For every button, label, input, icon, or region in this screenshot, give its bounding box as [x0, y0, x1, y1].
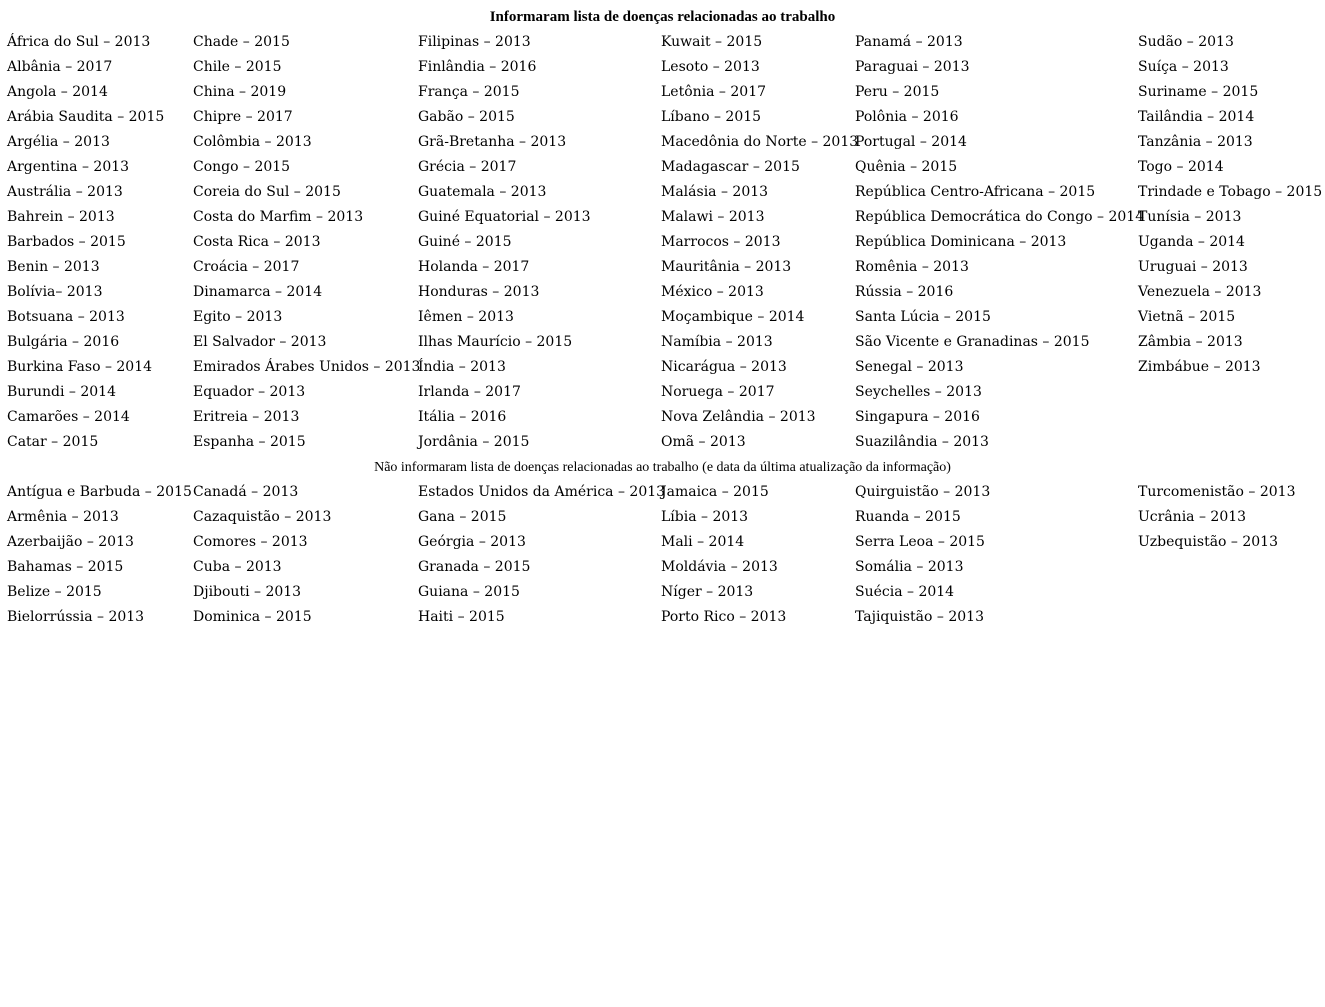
country-entry: Ucrânia – 2013: [1138, 509, 1247, 525]
country-entry: Porto Rico – 2013: [661, 609, 787, 625]
country-entry: Estados Unidos da América – 2013: [418, 484, 666, 500]
country-entry: Madagascar – 2015: [661, 159, 800, 175]
country-entry: Croácia – 2017: [193, 259, 300, 275]
country-entry: Grã-Bretanha – 2013: [418, 134, 567, 150]
country-entry: Ilhas Maurício – 2015: [418, 334, 573, 350]
country-entry: Singapura – 2016: [855, 409, 980, 425]
country-entry: Marrocos – 2013: [661, 234, 781, 250]
country-entry: Equador – 2013: [193, 384, 306, 400]
country-entry: Kuwait – 2015: [661, 34, 763, 50]
country-entry: Albânia – 2017: [7, 59, 113, 75]
table-row: [7, 330, 1318, 355]
table-row: [7, 55, 1318, 80]
country-entry: México – 2013: [661, 284, 764, 300]
country-entry: Antígua e Barbuda – 2015: [7, 484, 192, 500]
country-entry: França – 2015: [418, 84, 520, 100]
country-entry: Zimbábue – 2013: [1138, 359, 1261, 375]
country-entry: Panamá – 2013: [855, 34, 963, 50]
country-entry: Cuba – 2013: [193, 559, 282, 575]
table-row: [7, 555, 1318, 580]
country-entry: Malawi – 2013: [661, 209, 765, 225]
country-entry: Chade – 2015: [193, 34, 290, 50]
country-entry: Djibouti – 2013: [193, 584, 302, 600]
country-entry: Armênia – 2013: [7, 509, 119, 525]
country-entry: Tailândia – 2014: [1138, 109, 1255, 125]
country-entry: Noruega – 2017: [661, 384, 775, 400]
country-entry: Romênia – 2013: [855, 259, 969, 275]
country-entry: Benin – 2013: [7, 259, 100, 275]
country-entry: Costa do Marfim – 2013: [193, 209, 364, 225]
country-entry: Venezuela – 2013: [1138, 284, 1262, 300]
country-entry: Granada – 2015: [418, 559, 531, 575]
country-entry: Zâmbia – 2013: [1138, 334, 1243, 350]
country-entry: Austrália – 2013: [7, 184, 123, 200]
table-row: [7, 305, 1318, 330]
country-entry: Guiana – 2015: [418, 584, 520, 600]
country-entry: Tajiquistão – 2013: [855, 609, 984, 625]
country-entry: Guiné – 2015: [418, 234, 512, 250]
table-row: [7, 230, 1318, 255]
country-entry: Suécia – 2014: [855, 584, 955, 600]
country-entry: China – 2019: [193, 84, 287, 100]
country-entry: [1138, 405, 1318, 430]
country-entry: Rússia – 2016: [855, 284, 954, 300]
country-entry: Mauritânia – 2013: [661, 259, 792, 275]
country-entry: Costa Rica – 2013: [193, 234, 321, 250]
country-entry: África do Sul – 2013: [7, 34, 151, 50]
table-row: [7, 255, 1318, 280]
country-entry: Eritreia – 2013: [193, 409, 300, 425]
country-entry: Chile – 2015: [193, 59, 282, 75]
table-row: [7, 30, 1318, 55]
country-entry: Somália – 2013: [855, 559, 964, 575]
country-entry: Burundi – 2014: [7, 384, 116, 400]
country-entry: Nova Zelândia – 2013: [661, 409, 816, 425]
country-entry: Guiné Equatorial – 2013: [418, 209, 591, 225]
country-entry: Cazaquistão – 2013: [193, 509, 332, 525]
country-entry: Angola – 2014: [7, 84, 108, 100]
country-entry: Jamaica – 2015: [661, 484, 769, 500]
country-entry: Suriname – 2015: [1138, 84, 1259, 100]
country-entry: Itália – 2016: [418, 409, 507, 425]
country-entry: Líbia – 2013: [661, 509, 749, 525]
country-entry: [1138, 605, 1318, 630]
country-entry: Argentina – 2013: [7, 159, 130, 175]
table-row: [7, 130, 1318, 155]
country-entry: Chipre – 2017: [193, 109, 293, 125]
country-entry: Lesoto – 2013: [661, 59, 760, 75]
country-entry: Grécia – 2017: [418, 159, 517, 175]
country-entry: El Salvador – 2013: [193, 334, 327, 350]
country-entry: Bielorrússia – 2013: [7, 609, 145, 625]
country-entry: Bulgária – 2016: [7, 334, 120, 350]
country-entry: Índia – 2013: [418, 359, 506, 375]
country-entry: Senegal – 2013: [855, 359, 964, 375]
country-entry: República Dominicana – 2013: [855, 234, 1067, 250]
country-entry: Namíbia – 2013: [661, 334, 773, 350]
country-entry: Belize – 2015: [7, 584, 102, 600]
table-row: [7, 530, 1318, 555]
country-entry: Serra Leoa – 2015: [855, 534, 985, 550]
country-entry: Botsuana – 2013: [7, 309, 125, 325]
country-entry: Jordânia – 2015: [418, 434, 530, 450]
country-entry: Coreia do Sul – 2015: [193, 184, 341, 200]
country-entry: Omã – 2013: [661, 434, 746, 450]
country-entry: Bolívia– 2013: [7, 284, 103, 300]
table-row: [7, 580, 1318, 605]
country-entry: Burkina Faso – 2014: [7, 359, 153, 375]
table-row: [7, 405, 1318, 430]
country-entry: Bahrein – 2013: [7, 209, 115, 225]
country-entry: Azerbaijão – 2013: [7, 534, 134, 550]
country-entry: Tunísia – 2013: [1138, 209, 1242, 225]
country-entry: Camarões – 2014: [7, 409, 130, 425]
table-row: [7, 505, 1318, 530]
country-entry: Geórgia – 2013: [418, 534, 526, 550]
country-entry: Letônia – 2017: [661, 84, 767, 100]
country-entry: Uruguai – 2013: [1138, 259, 1248, 275]
table-row: [7, 155, 1318, 180]
country-entry: Vietnã – 2015: [1138, 309, 1236, 325]
country-entry: Finlândia – 2016: [418, 59, 537, 75]
country-entry: Arábia Saudita – 2015: [7, 109, 165, 125]
table-row: [7, 205, 1318, 230]
country-entry: Ruanda – 2015: [855, 509, 961, 525]
country-entry: Congo – 2015: [193, 159, 291, 175]
section1-title: Informaram lista de doenças relacionadas ao trabalho: [489, 9, 836, 25]
country-entry: Líbano – 2015: [661, 109, 762, 125]
country-entry: Dominica – 2015: [193, 609, 312, 625]
country-entry: Dinamarca – 2014: [193, 284, 323, 300]
country-entry: Suíça – 2013: [1138, 59, 1229, 75]
country-entry: Quênia – 2015: [855, 159, 958, 175]
country-entry: Turcomenistão – 2013: [1138, 484, 1296, 500]
country-entry: Filipinas – 2013: [418, 34, 531, 50]
country-entry: Egito – 2013: [193, 309, 283, 325]
country-entry: Argélia – 2013: [7, 134, 110, 150]
section1-table: [7, 30, 1323, 455]
country-entry: [1138, 580, 1318, 605]
country-entry: Malásia – 2013: [661, 184, 769, 200]
country-entry: Seychelles – 2013: [855, 384, 982, 400]
country-entry: Honduras – 2013: [418, 284, 540, 300]
country-entry: Nicarágua – 2013: [661, 359, 787, 375]
country-entry: Peru – 2015: [855, 84, 940, 100]
country-entry: Guatemala – 2013: [418, 184, 547, 200]
country-entry: Mali – 2014: [661, 534, 745, 550]
table-row: [7, 355, 1318, 380]
country-entry: Irlanda – 2017: [418, 384, 521, 400]
country-entry: Gabão – 2015: [418, 109, 515, 125]
country-entry: Canadá – 2013: [193, 484, 299, 500]
country-entry: Santa Lúcia – 2015: [855, 309, 991, 325]
country-entry: Bahamas – 2015: [7, 559, 124, 575]
country-entry: Níger – 2013: [661, 584, 754, 600]
table-row: [7, 480, 1318, 505]
country-entry: Togo – 2014: [1138, 159, 1224, 175]
country-entry: Holanda – 2017: [418, 259, 530, 275]
country-entry: Comores – 2013: [193, 534, 308, 550]
country-entry: Tanzânia – 2013: [1138, 134, 1253, 150]
country-entry: Uganda – 2014: [1138, 234, 1245, 250]
table-row: [7, 605, 1318, 630]
table-row: [7, 280, 1318, 305]
table-row: [7, 105, 1318, 130]
country-entry: Portugal – 2014: [855, 134, 967, 150]
country-entry: Uzbequistão – 2013: [1138, 534, 1278, 550]
table-row: [7, 380, 1318, 405]
country-entry: Quirguistão – 2013: [855, 484, 991, 500]
country-entry: Colômbia – 2013: [193, 134, 312, 150]
section2-table: [7, 480, 1318, 630]
table-row: [7, 80, 1318, 105]
country-entry: [1138, 430, 1318, 455]
country-entry: Suazilândia – 2013: [855, 434, 989, 450]
country-entry: Moçambique – 2014: [661, 309, 805, 325]
country-entry: [1138, 380, 1318, 405]
country-entry: Trindade e Tobago – 2015: [1138, 184, 1323, 200]
table-row: [7, 180, 1323, 205]
country-entry: Iêmen – 2013: [418, 309, 514, 325]
document: [7, 5, 1323, 630]
country-entry: Sudão – 2013: [1138, 34, 1234, 50]
table-row: [7, 430, 1318, 455]
country-entry: São Vicente e Granadinas – 2015: [855, 334, 1090, 350]
country-entry: Emirados Árabes Unidos – 2013: [193, 359, 421, 375]
country-entry: Gana – 2015: [418, 509, 507, 525]
country-entry: [1138, 555, 1318, 580]
country-entry: Haiti – 2015: [418, 609, 505, 625]
country-entry: Espanha – 2015: [193, 434, 306, 450]
section2-title: Não informaram lista de doenças relacionadas ao trabalho (e data da última atualização da informação): [374, 460, 951, 475]
country-entry: Moldávia – 2013: [661, 559, 778, 575]
country-entry: Polônia – 2016: [855, 109, 959, 125]
country-entry: Macedônia do Norte – 2013: [661, 134, 859, 150]
country-entry: Barbados – 2015: [7, 234, 126, 250]
country-entry: República Centro-Africana – 2015: [855, 184, 1096, 200]
country-entry: República Democrática do Congo – 2014: [855, 209, 1145, 225]
country-entry: Catar – 2015: [7, 434, 99, 450]
country-entry: Paraguai – 2013: [855, 59, 970, 75]
